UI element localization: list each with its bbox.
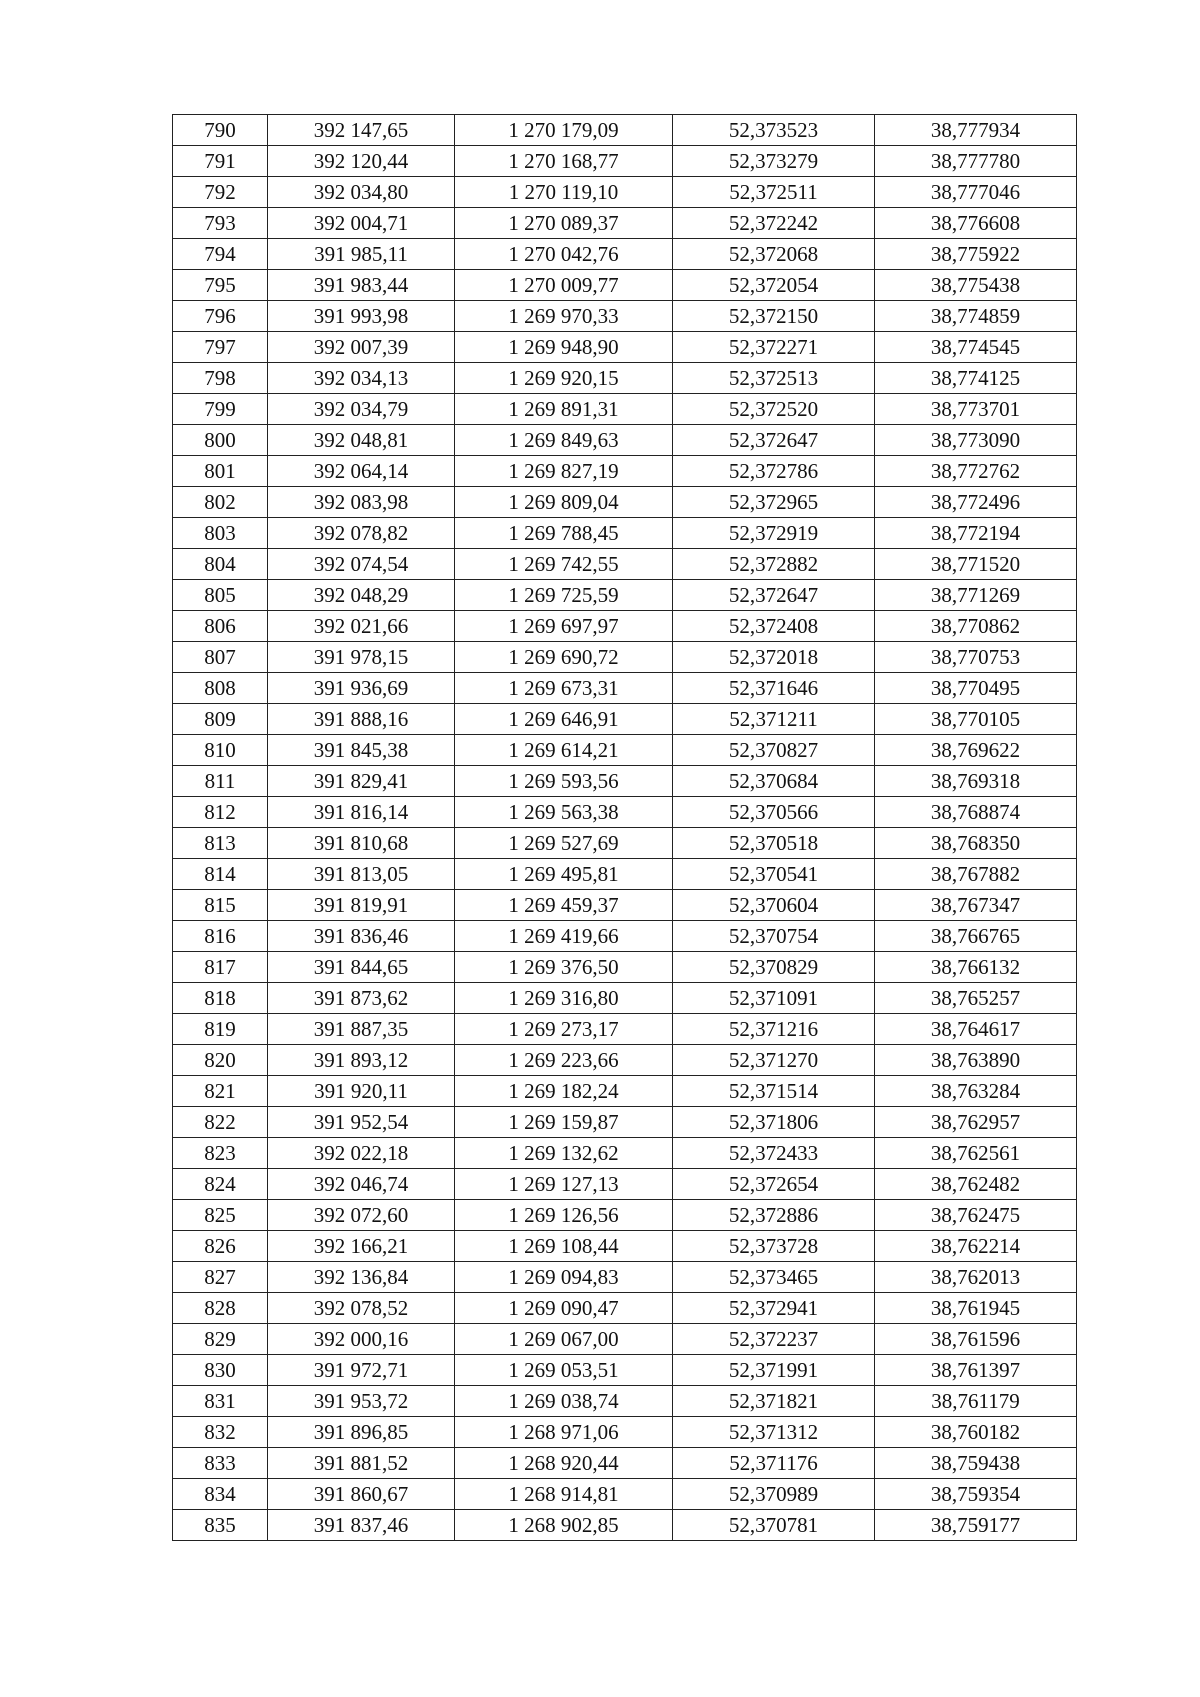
longitude-cell: 38,767882	[875, 859, 1077, 890]
longitude-cell: 38,762214	[875, 1231, 1077, 1262]
longitude-cell: 38,770753	[875, 642, 1077, 673]
point-number-cell: 822	[173, 1107, 268, 1138]
y-coordinate-cell: 1 269 127,13	[455, 1169, 673, 1200]
y-coordinate-cell: 1 269 495,81	[455, 859, 673, 890]
x-coordinate-cell: 392 064,14	[268, 456, 455, 487]
longitude-cell: 38,768350	[875, 828, 1077, 859]
latitude-cell: 52,372882	[673, 549, 875, 580]
x-coordinate-cell: 392 136,84	[268, 1262, 455, 1293]
table-row	[173, 704, 1077, 735]
table-row	[173, 735, 1077, 766]
table-row	[173, 1324, 1077, 1355]
point-number-cell: 825	[173, 1200, 268, 1231]
longitude-cell: 38,772762	[875, 456, 1077, 487]
latitude-cell: 52,370518	[673, 828, 875, 859]
table-row	[173, 983, 1077, 1014]
table-row	[173, 611, 1077, 642]
latitude-cell: 52,373279	[673, 146, 875, 177]
point-number-cell: 795	[173, 270, 268, 301]
point-number-cell: 798	[173, 363, 268, 394]
point-number-cell: 806	[173, 611, 268, 642]
latitude-cell: 52,370684	[673, 766, 875, 797]
y-coordinate-cell: 1 269 182,24	[455, 1076, 673, 1107]
y-coordinate-cell: 1 269 690,72	[455, 642, 673, 673]
y-coordinate-cell: 1 269 809,04	[455, 487, 673, 518]
latitude-cell: 52,372054	[673, 270, 875, 301]
table-row	[173, 642, 1077, 673]
y-coordinate-cell: 1 268 914,81	[455, 1479, 673, 1510]
latitude-cell: 52,371991	[673, 1355, 875, 1386]
x-coordinate-cell: 391 920,11	[268, 1076, 455, 1107]
table-row	[173, 921, 1077, 952]
x-coordinate-cell: 391 978,15	[268, 642, 455, 673]
latitude-cell: 52,372786	[673, 456, 875, 487]
point-number-cell: 833	[173, 1448, 268, 1479]
point-number-cell: 791	[173, 146, 268, 177]
latitude-cell: 52,371514	[673, 1076, 875, 1107]
table-row	[173, 1107, 1077, 1138]
x-coordinate-cell: 391 952,54	[268, 1107, 455, 1138]
y-coordinate-cell: 1 269 725,59	[455, 580, 673, 611]
table-row	[173, 1510, 1077, 1541]
table-row	[173, 828, 1077, 859]
y-coordinate-cell: 1 269 376,50	[455, 952, 673, 983]
x-coordinate-cell: 392 034,80	[268, 177, 455, 208]
latitude-cell: 52,371211	[673, 704, 875, 735]
y-coordinate-cell: 1 269 067,00	[455, 1324, 673, 1355]
latitude-cell: 52,372886	[673, 1200, 875, 1231]
x-coordinate-cell: 392 048,29	[268, 580, 455, 611]
point-number-cell: 808	[173, 673, 268, 704]
point-number-cell: 794	[173, 239, 268, 270]
x-coordinate-cell: 391 819,91	[268, 890, 455, 921]
y-coordinate-cell: 1 270 119,10	[455, 177, 673, 208]
point-number-cell: 828	[173, 1293, 268, 1324]
latitude-cell: 52,370781	[673, 1510, 875, 1541]
longitude-cell: 38,761179	[875, 1386, 1077, 1417]
latitude-cell: 52,370829	[673, 952, 875, 983]
x-coordinate-cell: 392 166,21	[268, 1231, 455, 1262]
table-row	[173, 859, 1077, 890]
y-coordinate-cell: 1 269 646,91	[455, 704, 673, 735]
latitude-cell: 52,371216	[673, 1014, 875, 1045]
latitude-cell: 52,372408	[673, 611, 875, 642]
x-coordinate-cell: 391 837,46	[268, 1510, 455, 1541]
table-row	[173, 270, 1077, 301]
x-coordinate-cell: 391 896,85	[268, 1417, 455, 1448]
point-number-cell: 831	[173, 1386, 268, 1417]
y-coordinate-cell: 1 269 948,90	[455, 332, 673, 363]
y-coordinate-cell: 1 269 527,69	[455, 828, 673, 859]
longitude-cell: 38,771520	[875, 549, 1077, 580]
coordinate-table-body	[173, 115, 1077, 1541]
point-number-cell: 792	[173, 177, 268, 208]
point-number-cell: 802	[173, 487, 268, 518]
x-coordinate-cell: 391 816,14	[268, 797, 455, 828]
x-coordinate-cell: 392 074,54	[268, 549, 455, 580]
latitude-cell: 52,372150	[673, 301, 875, 332]
table-row	[173, 1014, 1077, 1045]
latitude-cell: 52,371821	[673, 1386, 875, 1417]
y-coordinate-cell: 1 269 094,83	[455, 1262, 673, 1293]
latitude-cell: 52,373523	[673, 115, 875, 146]
x-coordinate-cell: 391 845,38	[268, 735, 455, 766]
y-coordinate-cell: 1 269 126,56	[455, 1200, 673, 1231]
point-number-cell: 824	[173, 1169, 268, 1200]
table-row	[173, 1045, 1077, 1076]
longitude-cell: 38,767347	[875, 890, 1077, 921]
y-coordinate-cell: 1 269 742,55	[455, 549, 673, 580]
point-number-cell: 796	[173, 301, 268, 332]
longitude-cell: 38,766132	[875, 952, 1077, 983]
longitude-cell: 38,761596	[875, 1324, 1077, 1355]
y-coordinate-cell: 1 270 089,37	[455, 208, 673, 239]
table-row	[173, 177, 1077, 208]
longitude-cell: 38,761397	[875, 1355, 1077, 1386]
table-row	[173, 1200, 1077, 1231]
x-coordinate-cell: 392 072,60	[268, 1200, 455, 1231]
y-coordinate-cell: 1 269 459,37	[455, 890, 673, 921]
point-number-cell: 814	[173, 859, 268, 890]
point-number-cell: 823	[173, 1138, 268, 1169]
x-coordinate-cell: 391 888,16	[268, 704, 455, 735]
longitude-cell: 38,772496	[875, 487, 1077, 518]
x-coordinate-cell: 391 953,72	[268, 1386, 455, 1417]
y-coordinate-cell: 1 270 168,77	[455, 146, 673, 177]
table-row	[173, 425, 1077, 456]
x-coordinate-cell: 392 034,79	[268, 394, 455, 425]
y-coordinate-cell: 1 269 614,21	[455, 735, 673, 766]
table-row	[173, 580, 1077, 611]
x-coordinate-cell: 391 993,98	[268, 301, 455, 332]
latitude-cell: 52,372271	[673, 332, 875, 363]
y-coordinate-cell: 1 269 593,56	[455, 766, 673, 797]
table-row	[173, 1355, 1077, 1386]
table-row	[173, 115, 1077, 146]
latitude-cell: 52,373728	[673, 1231, 875, 1262]
point-number-cell: 812	[173, 797, 268, 828]
latitude-cell: 52,372965	[673, 487, 875, 518]
table-row	[173, 146, 1077, 177]
x-coordinate-cell: 391 873,62	[268, 983, 455, 1014]
point-number-cell: 797	[173, 332, 268, 363]
y-coordinate-cell: 1 269 891,31	[455, 394, 673, 425]
longitude-cell: 38,773701	[875, 394, 1077, 425]
latitude-cell: 52,372520	[673, 394, 875, 425]
longitude-cell: 38,763284	[875, 1076, 1077, 1107]
y-coordinate-cell: 1 269 788,45	[455, 518, 673, 549]
x-coordinate-cell: 392 048,81	[268, 425, 455, 456]
y-coordinate-cell: 1 269 419,66	[455, 921, 673, 952]
x-coordinate-cell: 392 083,98	[268, 487, 455, 518]
table-row	[173, 1386, 1077, 1417]
latitude-cell: 52,370827	[673, 735, 875, 766]
latitude-cell: 52,372242	[673, 208, 875, 239]
x-coordinate-cell: 391 983,44	[268, 270, 455, 301]
x-coordinate-cell: 391 836,46	[268, 921, 455, 952]
y-coordinate-cell: 1 269 970,33	[455, 301, 673, 332]
table-row	[173, 487, 1077, 518]
table-row	[173, 673, 1077, 704]
point-number-cell: 800	[173, 425, 268, 456]
point-number-cell: 805	[173, 580, 268, 611]
table-row	[173, 208, 1077, 239]
latitude-cell: 52,370566	[673, 797, 875, 828]
latitude-cell: 52,372941	[673, 1293, 875, 1324]
y-coordinate-cell: 1 269 849,63	[455, 425, 673, 456]
longitude-cell: 38,770105	[875, 704, 1077, 735]
point-number-cell: 803	[173, 518, 268, 549]
x-coordinate-cell: 392 078,52	[268, 1293, 455, 1324]
latitude-cell: 52,371312	[673, 1417, 875, 1448]
y-coordinate-cell: 1 268 971,06	[455, 1417, 673, 1448]
point-number-cell: 818	[173, 983, 268, 1014]
y-coordinate-cell: 1 268 902,85	[455, 1510, 673, 1541]
longitude-cell: 38,762482	[875, 1169, 1077, 1200]
longitude-cell: 38,762561	[875, 1138, 1077, 1169]
y-coordinate-cell: 1 269 132,62	[455, 1138, 673, 1169]
x-coordinate-cell: 391 813,05	[268, 859, 455, 890]
point-number-cell: 811	[173, 766, 268, 797]
point-number-cell: 826	[173, 1231, 268, 1262]
point-number-cell: 827	[173, 1262, 268, 1293]
y-coordinate-cell: 1 269 108,44	[455, 1231, 673, 1262]
point-number-cell: 816	[173, 921, 268, 952]
x-coordinate-cell: 391 881,52	[268, 1448, 455, 1479]
longitude-cell: 38,761945	[875, 1293, 1077, 1324]
longitude-cell: 38,773090	[875, 425, 1077, 456]
point-number-cell: 829	[173, 1324, 268, 1355]
table-row	[173, 1231, 1077, 1262]
latitude-cell: 52,372647	[673, 580, 875, 611]
x-coordinate-cell: 391 972,71	[268, 1355, 455, 1386]
point-number-cell: 832	[173, 1417, 268, 1448]
longitude-cell: 38,768874	[875, 797, 1077, 828]
latitude-cell: 52,372513	[673, 363, 875, 394]
table-row	[173, 239, 1077, 270]
longitude-cell: 38,775438	[875, 270, 1077, 301]
latitude-cell: 52,373465	[673, 1262, 875, 1293]
longitude-cell: 38,777934	[875, 115, 1077, 146]
y-coordinate-cell: 1 269 038,74	[455, 1386, 673, 1417]
longitude-cell: 38,776608	[875, 208, 1077, 239]
point-number-cell: 830	[173, 1355, 268, 1386]
y-coordinate-cell: 1 269 223,66	[455, 1045, 673, 1076]
point-number-cell: 835	[173, 1510, 268, 1541]
x-coordinate-cell: 392 046,74	[268, 1169, 455, 1200]
table-row	[173, 766, 1077, 797]
table-row	[173, 1293, 1077, 1324]
y-coordinate-cell: 1 269 159,87	[455, 1107, 673, 1138]
point-number-cell: 810	[173, 735, 268, 766]
longitude-cell: 38,774545	[875, 332, 1077, 363]
table-row	[173, 1076, 1077, 1107]
longitude-cell: 38,774859	[875, 301, 1077, 332]
table-row	[173, 332, 1077, 363]
point-number-cell: 790	[173, 115, 268, 146]
x-coordinate-cell: 391 936,69	[268, 673, 455, 704]
latitude-cell: 52,372068	[673, 239, 875, 270]
longitude-cell: 38,762013	[875, 1262, 1077, 1293]
longitude-cell: 38,769622	[875, 735, 1077, 766]
latitude-cell: 52,372237	[673, 1324, 875, 1355]
point-number-cell: 807	[173, 642, 268, 673]
table-row	[173, 1138, 1077, 1169]
x-coordinate-cell: 392 120,44	[268, 146, 455, 177]
latitude-cell: 52,370541	[673, 859, 875, 890]
latitude-cell: 52,371270	[673, 1045, 875, 1076]
table-row	[173, 1448, 1077, 1479]
table-row	[173, 549, 1077, 580]
y-coordinate-cell: 1 269 090,47	[455, 1293, 673, 1324]
table-row	[173, 1417, 1077, 1448]
longitude-cell: 38,765257	[875, 983, 1077, 1014]
point-number-cell: 813	[173, 828, 268, 859]
point-number-cell: 819	[173, 1014, 268, 1045]
longitude-cell: 38,762957	[875, 1107, 1077, 1138]
point-number-cell: 799	[173, 394, 268, 425]
latitude-cell: 52,370604	[673, 890, 875, 921]
longitude-cell: 38,759177	[875, 1510, 1077, 1541]
point-number-cell: 809	[173, 704, 268, 735]
longitude-cell: 38,774125	[875, 363, 1077, 394]
y-coordinate-cell: 1 269 053,51	[455, 1355, 673, 1386]
y-coordinate-cell: 1 270 179,09	[455, 115, 673, 146]
latitude-cell: 52,372433	[673, 1138, 875, 1169]
latitude-cell: 52,372511	[673, 177, 875, 208]
x-coordinate-cell: 391 860,67	[268, 1479, 455, 1510]
y-coordinate-cell: 1 270 042,76	[455, 239, 673, 270]
table-row	[173, 952, 1077, 983]
y-coordinate-cell: 1 269 697,97	[455, 611, 673, 642]
table-row	[173, 301, 1077, 332]
x-coordinate-cell: 392 007,39	[268, 332, 455, 363]
latitude-cell: 52,371646	[673, 673, 875, 704]
latitude-cell: 52,370754	[673, 921, 875, 952]
table-row	[173, 518, 1077, 549]
x-coordinate-cell: 392 034,13	[268, 363, 455, 394]
x-coordinate-cell: 391 829,41	[268, 766, 455, 797]
x-coordinate-cell: 392 078,82	[268, 518, 455, 549]
longitude-cell: 38,772194	[875, 518, 1077, 549]
table-row	[173, 797, 1077, 828]
longitude-cell: 38,777046	[875, 177, 1077, 208]
point-number-cell: 817	[173, 952, 268, 983]
x-coordinate-cell: 391 844,65	[268, 952, 455, 983]
latitude-cell: 52,371176	[673, 1448, 875, 1479]
longitude-cell: 38,769318	[875, 766, 1077, 797]
point-number-cell: 804	[173, 549, 268, 580]
latitude-cell: 52,372919	[673, 518, 875, 549]
longitude-cell: 38,766765	[875, 921, 1077, 952]
table-row	[173, 890, 1077, 921]
point-number-cell: 820	[173, 1045, 268, 1076]
table-row	[173, 456, 1077, 487]
longitude-cell: 38,760182	[875, 1417, 1077, 1448]
point-number-cell: 815	[173, 890, 268, 921]
point-number-cell: 834	[173, 1479, 268, 1510]
longitude-cell: 38,771269	[875, 580, 1077, 611]
x-coordinate-cell: 392 004,71	[268, 208, 455, 239]
point-number-cell: 801	[173, 456, 268, 487]
point-number-cell: 793	[173, 208, 268, 239]
y-coordinate-cell: 1 269 827,19	[455, 456, 673, 487]
longitude-cell: 38,763890	[875, 1045, 1077, 1076]
x-coordinate-cell: 391 810,68	[268, 828, 455, 859]
latitude-cell: 52,372654	[673, 1169, 875, 1200]
x-coordinate-cell: 392 000,16	[268, 1324, 455, 1355]
longitude-cell: 38,759438	[875, 1448, 1077, 1479]
latitude-cell: 52,372018	[673, 642, 875, 673]
y-coordinate-cell: 1 269 316,80	[455, 983, 673, 1014]
table-row	[173, 1479, 1077, 1510]
longitude-cell: 38,777780	[875, 146, 1077, 177]
longitude-cell: 38,764617	[875, 1014, 1077, 1045]
latitude-cell: 52,372647	[673, 425, 875, 456]
table-row	[173, 1169, 1077, 1200]
x-coordinate-cell: 391 893,12	[268, 1045, 455, 1076]
longitude-cell: 38,762475	[875, 1200, 1077, 1231]
latitude-cell: 52,371806	[673, 1107, 875, 1138]
table-row	[173, 1262, 1077, 1293]
latitude-cell: 52,370989	[673, 1479, 875, 1510]
y-coordinate-cell: 1 269 920,15	[455, 363, 673, 394]
x-coordinate-cell: 392 021,66	[268, 611, 455, 642]
table-row	[173, 363, 1077, 394]
point-number-cell: 821	[173, 1076, 268, 1107]
y-coordinate-cell: 1 269 673,31	[455, 673, 673, 704]
longitude-cell: 38,759354	[875, 1479, 1077, 1510]
latitude-cell: 52,371091	[673, 983, 875, 1014]
y-coordinate-cell: 1 269 563,38	[455, 797, 673, 828]
table-row	[173, 394, 1077, 425]
y-coordinate-cell: 1 269 273,17	[455, 1014, 673, 1045]
longitude-cell: 38,775922	[875, 239, 1077, 270]
y-coordinate-cell: 1 268 920,44	[455, 1448, 673, 1479]
y-coordinate-cell: 1 270 009,77	[455, 270, 673, 301]
coordinate-table	[172, 114, 1077, 1541]
x-coordinate-cell: 391 985,11	[268, 239, 455, 270]
longitude-cell: 38,770495	[875, 673, 1077, 704]
x-coordinate-cell: 392 147,65	[268, 115, 455, 146]
x-coordinate-cell: 392 022,18	[268, 1138, 455, 1169]
x-coordinate-cell: 391 887,35	[268, 1014, 455, 1045]
longitude-cell: 38,770862	[875, 611, 1077, 642]
